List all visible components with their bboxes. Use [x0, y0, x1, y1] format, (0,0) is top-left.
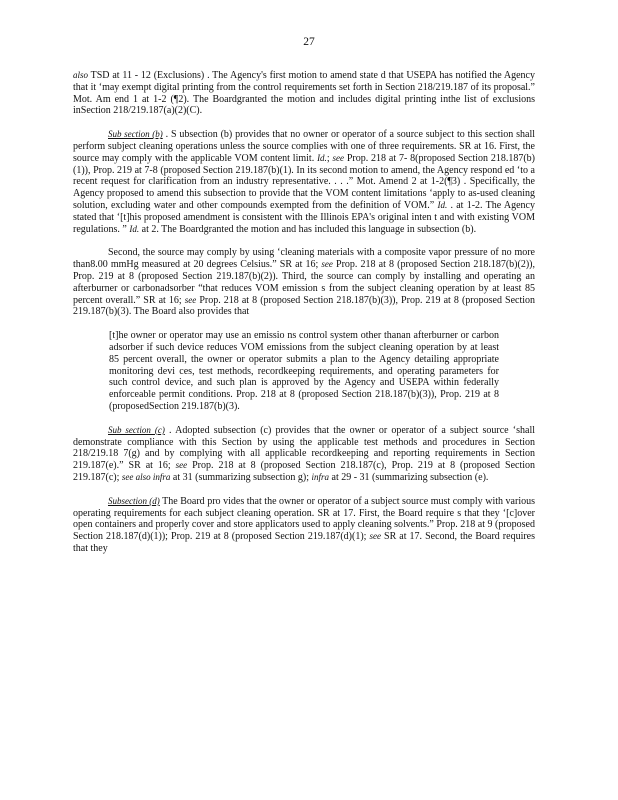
page-number: 27 — [303, 36, 315, 48]
subsection-b-heading: Sub section (b) — [108, 129, 163, 140]
subsection-c-heading: Sub section (c) — [108, 424, 165, 435]
paragraph-subsection-d: Subsection (d) The Board pro vides that the owner or operator of a subject source must comply with various operating requirements for each subject cleaning operation. SR at 17. First, the Board require s that they ‘[c]over open containers and properly cover and store applicators used to apply cleaning solvents.” Prop. 218 at 9 (proposed Section 218.187(d)(1)); Prop. 219 at 8 (proposed Section 219.187(d)(1); see SR at 17. Second, the Board requires that they — [73, 495, 536, 554]
paragraph-subsection-b: Sub section (b) . S ubsection (b) provides that no owner or operator of a source subject to this section shall perform subject cleaning operations unless the source complies with one of three requirements. SR at 16. First, the source may comply with the applicable VOM content limit. Id.; see Prop. 218 at 7- 8(proposed Section 218.187(b)(1)), Prop. 219 at 7-8 (proposed Section 219.187(b)(1). In its second motion to amend, the Agency respond ed ‘to a recent request for clarification from an industry representative. . . .” Mot. Amend 2 at 1-2(¶3) . Specifically, the Agency proposed to amend this subsection to provide that the VOM content limitations ‘apply to as-used cleaning solution, excluding water and other compounds exempted from the definition of VOM.” Id. . at 1-2. The Agency stated that ‘[t]his proposed amendment is consistent with the Illinois EPA's original inten t and with existing VOM regulations. ” Id. at 2. The Boardgranted the motion and has included this language in subsection (b). — [73, 129, 536, 235]
paragraph-second-third: Second, the source may comply by using ‘cleaning materials with a composite vapor pressure of no more than8.00 mmHg measured at 20 degrees Celsius.” SR at 16; see Prop. 218 at 8 (proposed Section 218.187(b)(2)), Prop. 219 at 8 (proposed Section 219.187(b)(2)). Third, the source can comply by installing and operating an afterburner or carbonadsorber “that reduces VOM emission s from the subject cleaning operation by at least 85 percent overall.” SR at 16; see Prop. 218 at 8 (proposed Section 218.187(b)(3)), Prop. 219 at 8 (proposed Section 219.187(b)(3). The Board also provides that — [73, 247, 536, 318]
subsection-d-heading: Subsection (d) — [108, 495, 160, 506]
block-quote: [t]he owner or operator may use an emissio ns control system other thanan afterburner or carbon adsorber if such device reduces VOM emissions from the subject cleaning operation by at least 85 percent overall, the owner or operator submits a plan to the Agency detailing appropriate monitoring devi ces, test methods, recordkeeping requirements, and operating parameters for such control device, and such plan is approved by the Agency and USEPA within federally enforceable permit conditions. Prop. 218 at 8 (proposed Section 218.187(b)(3)), Prop. 219 at 8 (proposedSection 219.187(b)(3). — [109, 330, 499, 412]
paragraph-exclusions: also TSD at 11 - 12 (Exclusions) . The Agency's first motion to amend state d that USEPA has notified the Agency that it ‘may exempt digital printing from the control requirements set forth in Section 218/219.187 of its proposal.” Mot. Am end 1 at 1-2 (¶2). The Boardgranted the motion and includes digital printing inthe list of exclusions inSection 218/219.187(a)(2)(C). — [73, 70, 535, 117]
paragraph-subsection-c: Sub section (c) . Adopted subsection (c) provides that the owner or operator of a subject source ‘shall demonstrate compliance with this Section by using the applicable test methods and procedures in Section 218/219.18 7(g) and by complying with all applicable recordkeeping and reporting requirements in Section 219.187(e).” SR at 16; see Prop. 218 at 8 (proposed Section 218.187(c), Prop. 219 at 8 (proposed Section 219.187(c); see also infra at 31 (summarizing subsection g); infra at 29 - 31 (summarizing subsection (e). — [73, 424, 536, 483]
document-body — [73, 70, 535, 567]
